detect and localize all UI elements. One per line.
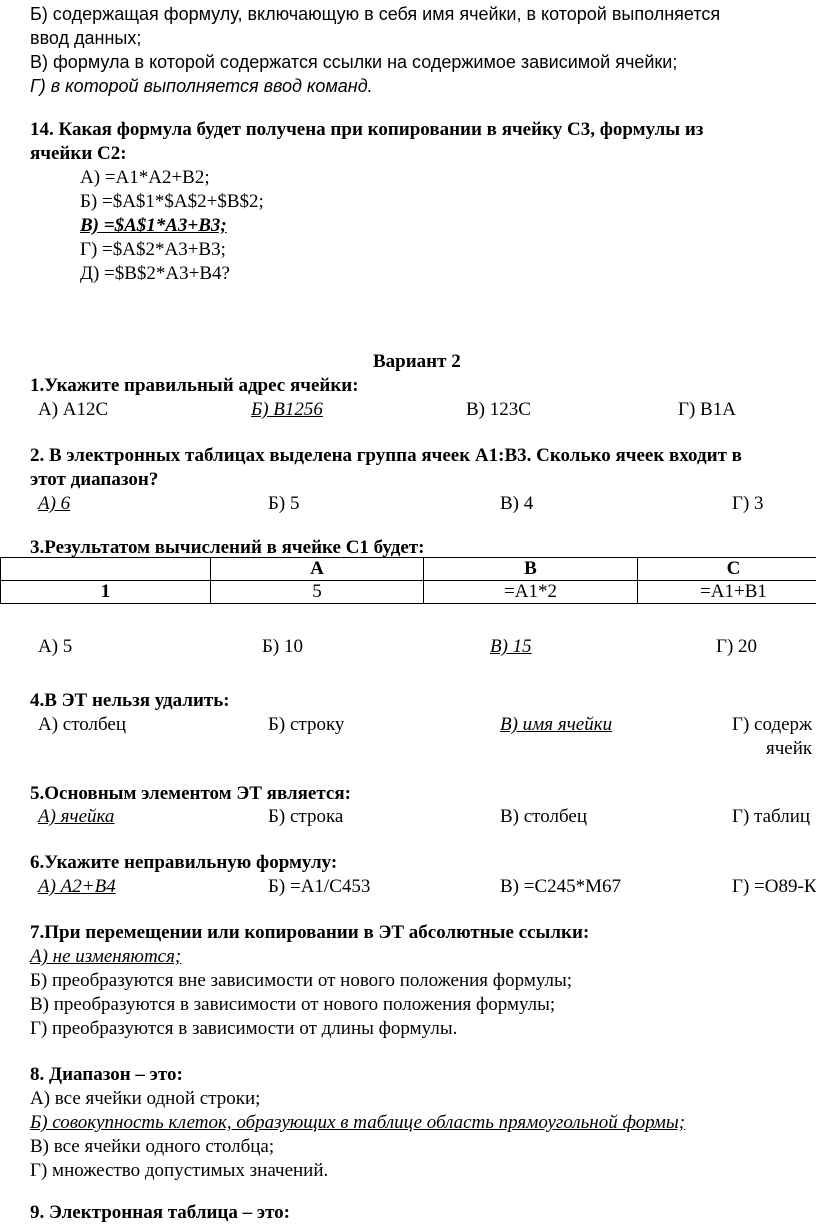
answer-option: Г) В1А	[678, 399, 736, 420]
variant-heading: Вариант 2	[373, 351, 461, 372]
table-cell: 1	[1, 581, 211, 604]
answer-option-correct: В) 15	[490, 636, 532, 657]
answer-option: А) все ячейки одной строки;	[30, 1088, 261, 1109]
table-cell: 5	[211, 581, 424, 604]
answer-option: Б) строка	[268, 806, 344, 827]
table-cell: =А1+В1	[638, 581, 816, 604]
answer-option: В) столбец	[500, 806, 587, 827]
answer-option: Г) 3	[732, 493, 764, 514]
answer-option: Г) содерж	[732, 714, 813, 735]
table-header-row	[1, 558, 816, 581]
answer-option-correct: Б) совокупность клеток, образующих в таблице область прямоугольной формы;	[30, 1112, 686, 1133]
answer-option: Б) =$А$1*$А$2+$В$2;	[80, 191, 264, 212]
answer-option-correct: Б) В1256	[251, 399, 323, 420]
answer-option: В) =С245*М67	[500, 876, 622, 897]
question-title: 9. Электронная таблица – это:	[30, 1202, 290, 1223]
table-header-cell: С	[638, 558, 816, 581]
answer-option: А) А12С	[38, 399, 109, 420]
question-title: этот диапазон?	[30, 469, 159, 490]
answer-line: Б) содержащая формулу, включающую в себя имя ячейки, в которой выполняется	[30, 4, 721, 24]
answer-option: Г) таблиц	[732, 806, 811, 827]
table-header-cell	[1, 558, 211, 581]
table-cell: =А1*2	[424, 581, 638, 604]
answer-option-correct: А) ячейка	[38, 806, 115, 827]
question-title: ячейки С2:	[30, 143, 127, 164]
table-header-cell: В	[424, 558, 638, 581]
answer-option: А) столбец	[38, 714, 127, 735]
table-row	[1, 581, 816, 604]
answer-option: Г) множество допустимых значений.	[30, 1160, 329, 1181]
table-header-cell: А	[211, 558, 424, 581]
question-title: 4.В ЭТ нельзя удалить:	[30, 690, 230, 711]
answer-option: Б) строку	[268, 714, 345, 735]
answer-option: В) 123С	[466, 399, 531, 420]
answer-option: Г) 20	[716, 636, 758, 657]
answer-option: Б) преобразуются вне зависимости от нового положения формулы;	[30, 970, 573, 991]
question-title: 14. Какая формула будет получена при копировании в ячейку С3, формулы из	[30, 119, 704, 140]
question-title: 6.Укажите неправильную формулу:	[30, 852, 338, 873]
answer-line: ввод данных;	[30, 28, 142, 48]
answer-line: В) формула в которой содержатся ссылки на содержимое зависимой ячейки;	[30, 52, 678, 72]
answer-line: Г) в которой выполняется ввод команд.	[30, 76, 373, 96]
answer-option-correct: В) имя ячейки	[500, 714, 613, 735]
spreadsheet-table	[0, 557, 816, 604]
question-title: 7.При перемещении или копировании в ЭТ абсолютные ссылки:	[30, 922, 590, 943]
question-title: 5.Основным элементом ЭТ является:	[30, 783, 351, 804]
answer-option: Б) 5	[268, 493, 300, 514]
answer-option: Д) =$В$2*А3+В4?	[80, 263, 230, 284]
answer-option-correct: А) А2+В4	[38, 876, 116, 897]
answer-option-correct: А) 6	[38, 493, 71, 514]
answer-option: Б) =А1/С453	[268, 876, 371, 897]
answer-option: Б) 10	[262, 636, 303, 657]
answer-option-correct: В) =$А$1*А3+В3;	[80, 215, 227, 236]
question-title: 2. В электронных таблицах выделена группа ячеек А1:В3. Сколько ячеек входит в	[30, 445, 742, 466]
answer-option: Г) =О89-К	[732, 876, 816, 897]
answer-option: Г) =$А$2*А3+В3;	[80, 239, 226, 260]
answer-option: В) преобразуются в зависимости от нового положения формулы;	[30, 994, 556, 1015]
question-title: 1.Укажите правильный адрес ячейки:	[30, 375, 359, 396]
answer-option: А) =А1*А2+В2;	[80, 167, 210, 188]
answer-option: ячейк	[766, 738, 813, 759]
answer-option-correct: А) не изменяются;	[30, 946, 182, 967]
question-title: 8. Диапазон – это:	[30, 1064, 183, 1085]
answer-option: В) все ячейки одного столбца;	[30, 1136, 275, 1157]
answer-option: А) 5	[38, 636, 73, 657]
question-title: 3.Результатом вычислений в ячейке С1 будет:	[30, 537, 425, 558]
answer-option: Г) преобразуются в зависимости от длины формулы.	[30, 1018, 458, 1039]
answer-option: В) 4	[500, 493, 534, 514]
